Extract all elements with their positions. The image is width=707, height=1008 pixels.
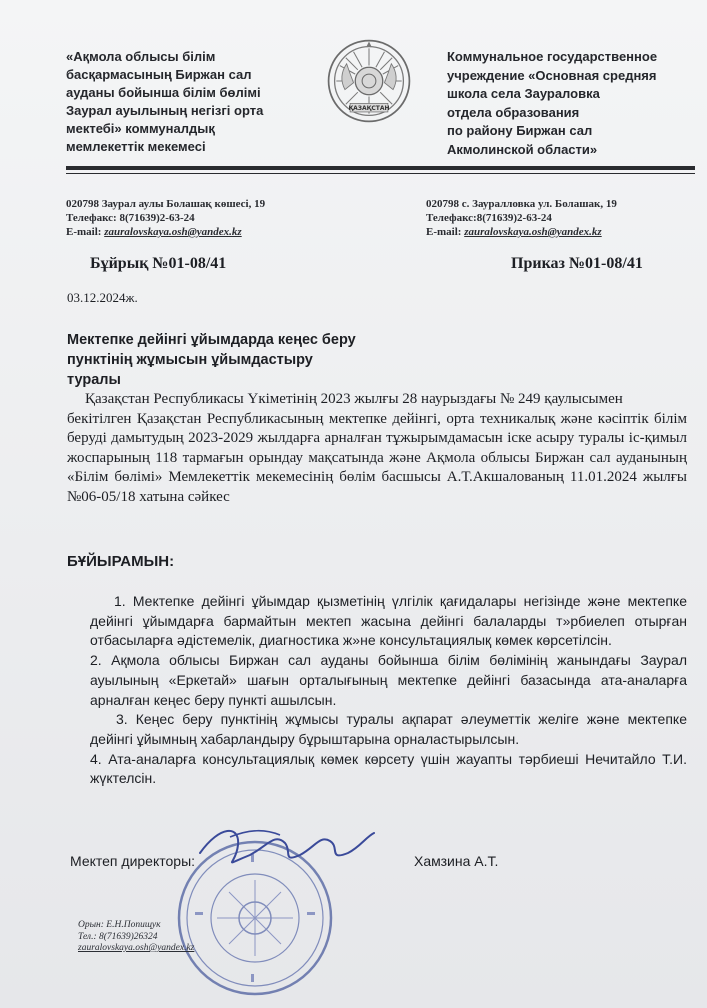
order-heading: БҰЙЫРАМЫН: — [67, 553, 175, 570]
order-item: 3. Кеңес беру пунктінің жұмысы туралы ақпарат әлеуметтік желіге және мектепке дейінгі ұйымның хабарландыру бұрыштарына орналастырылсын. — [90, 711, 687, 747]
executor-block — [78, 920, 194, 955]
order-item: 2. Ақмола облысы Биржан сал ауданы бойынша білім бөлімінің жанындағы Заурал ауылының «Еркетай» шағын орталығының мектепке дейінгі базасында ата-аналарға арналған кеңес беру пункті ашылсын. — [90, 652, 687, 708]
preamble-rest: бекітілген Қазақстан Республикасының мектепке дейінгі, орта техникалық және кәсіптік білім беруді дамытудың 2023-2029 жылдарға арналған тұжырымдамасын іске асыру туралы іс-қимыл жоспарының 118 тармағын орындау мақсатында және Ақмола облысы Биржан сал ауданының «Білім бөлімі» Мемлекеттік мекемесінің бөлім басшысы А.Т.Акшалованың 11.01.2024 жылғы №06-05/18 хатына сәйкес — [67, 410, 687, 505]
preamble-text — [67, 390, 687, 508]
header-russian-org — [447, 48, 697, 159]
executor-phone: Тел.: 8(71639)26324 — [78, 931, 158, 942]
header-right-line: Акмолинской области» — [447, 141, 598, 157]
title-line: туралы — [67, 372, 121, 388]
contact-block-right — [426, 197, 617, 239]
header-divider-thin — [66, 173, 695, 174]
header-kazakh-org — [66, 48, 316, 156]
header-right-line: по району Биржан сал — [447, 123, 593, 138]
header-left-line: мемлекеттік мекемесі — [66, 139, 206, 154]
order-item: 1. Мектепке дейінгі ұйымдар қызметінің үлгілік қағидалары негізінде және мектепке дейінгі ұйымдарға бармайтын мектеп жасына дейінгі балаларды т»рбиелеп отырған отбасыларға әдістемелік, диагностика ж»не консультациялық көмек көрсетілсін. — [90, 593, 687, 649]
order-number-russian: Приказ №01-08/41 — [511, 255, 643, 272]
email-link[interactable]: zauralovskaya.osh@yandex.kz — [104, 226, 242, 238]
email-link[interactable]: zauralovskaya.osh@yandex.kz — [464, 226, 602, 238]
signature-label: Мектеп директоры: — [70, 853, 196, 869]
order-items-list — [90, 592, 687, 789]
contact-block-left — [66, 197, 265, 239]
title-line: пунктінің жұмысын ұйымдастыру — [67, 352, 313, 368]
handwritten-signature-icon — [190, 815, 380, 875]
executor-name: Орын: Е.Н.Попищук — [78, 920, 161, 930]
header-left-line: ауданы бойынша білім бөлімі — [66, 85, 261, 100]
emblem-text: ҚАЗАҚСТАН — [348, 105, 390, 113]
header-left-line: Заурал ауылының негізгі орта — [66, 103, 264, 118]
header-left-line: басқармасының Биржан сал — [66, 67, 252, 82]
executor-email[interactable]: zauralovskaya.osh@yandex.kz — [78, 943, 195, 953]
contact-address: 020798 с. Зауралловка ул. Болашак, 19 — [426, 198, 617, 210]
order-number-kazakh: Бұйрық №01-08/41 — [90, 255, 227, 272]
preamble-first-line: Қазақстан Республикасы Үкіметінің 2023 жылғы 28 наурыздағы № 249 қаулысымен — [85, 391, 623, 407]
header-divider-thick — [66, 166, 695, 170]
contact-email-row — [426, 225, 617, 239]
director-name: Хамзина А.Т. — [414, 853, 499, 869]
contact-phone: Телефакс:8(71639)2-63-24 — [426, 212, 552, 224]
contact-address: 020798 Заурал аулы Болашақ көшесі, 19 — [66, 198, 266, 210]
kazakhstan-state-emblem-icon — [326, 38, 412, 124]
header-left-line: мектебі» коммуналдық — [66, 121, 215, 136]
email-label: E-mail: — [426, 226, 465, 238]
contact-email-row — [66, 225, 265, 239]
order-date: 03.12.2024ж. — [67, 290, 138, 305]
header-right-line: отдела образования — [447, 104, 580, 120]
header-left-line: «Ақмола облысы білім — [66, 49, 216, 64]
email-label: E-mail: — [66, 226, 105, 238]
contact-phone: Телефакс: 8(71639)2-63-24 — [66, 212, 195, 224]
header-right-line: Коммунальное государственное — [447, 49, 658, 64]
header-right-line: школа села Заураловка — [447, 86, 600, 101]
order-item: 4. Ата-аналарға консультациялық көмек көрсету үшін жауапты тәрбиеші Нечитайло Т.И. жүктелсін. — [90, 750, 687, 787]
header-right-line: учреждение «Основная средняя — [447, 67, 657, 83]
title-line: Мектепке дейінгі ұйымдарда кеңес беру — [67, 332, 356, 348]
document-title — [67, 330, 427, 390]
